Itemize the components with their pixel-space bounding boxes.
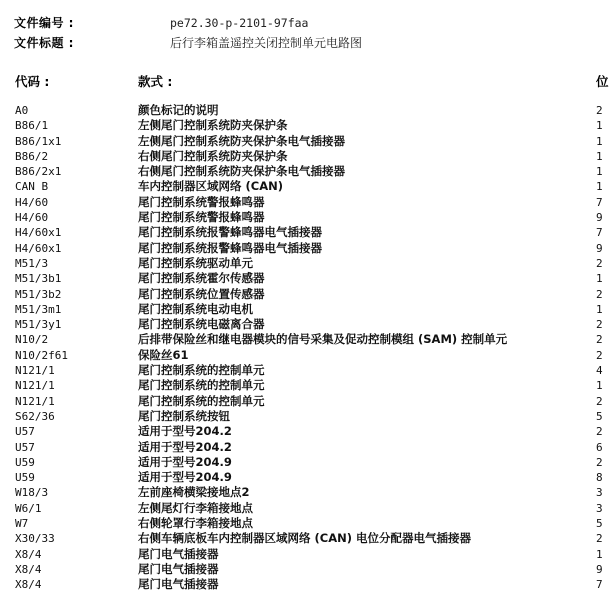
row-position: 7 bbox=[596, 195, 603, 209]
row-description: 尾门控制系统报警蜂鸣器电气插接器 bbox=[138, 225, 322, 240]
doc-number-label: 文件编号 : bbox=[14, 16, 74, 30]
table-row bbox=[0, 302, 603, 317]
table-row bbox=[0, 317, 603, 332]
table-row bbox=[0, 287, 603, 302]
row-position: 2 bbox=[596, 455, 603, 469]
row-position: 9 bbox=[596, 241, 603, 255]
row-code: U59 bbox=[15, 455, 35, 469]
table-row bbox=[0, 470, 603, 485]
row-description: 尾门控制系统报警蜂鸣器电气插接器 bbox=[138, 240, 322, 255]
row-position: 7 bbox=[596, 578, 603, 592]
row-position: 2 bbox=[596, 104, 603, 117]
row-description: 右侧轮罩行李箱接地点 bbox=[138, 516, 253, 531]
row-position: 1 bbox=[596, 180, 603, 194]
row-description: 尾门控制系统的控制单元 bbox=[138, 363, 265, 378]
row-position: 2 bbox=[596, 287, 603, 301]
row-description: 适用于型号204.2 bbox=[138, 424, 232, 439]
row-description: 尾门控制系统驱动单元 bbox=[138, 255, 253, 270]
table-row bbox=[0, 455, 603, 470]
row-position: 1 bbox=[596, 302, 603, 316]
row-code: S62/36 bbox=[15, 409, 55, 423]
row-description: 颜色标记的说明 bbox=[138, 103, 219, 117]
row-description: 尾门控制系统霍尔传感器 bbox=[138, 271, 265, 286]
row-description: 尾门控制系统警报蜂鸣器 bbox=[138, 194, 265, 209]
row-description: 保险丝61 bbox=[138, 347, 189, 362]
row-code: M51/3m1 bbox=[15, 302, 62, 316]
row-code: X30/33 bbox=[15, 532, 55, 546]
table-row bbox=[0, 516, 603, 531]
table-row bbox=[0, 348, 603, 363]
row-position: 5 bbox=[596, 517, 603, 531]
table-row bbox=[0, 424, 603, 439]
row-code: W18/3 bbox=[15, 486, 49, 500]
row-code: M51/3y1 bbox=[15, 318, 62, 332]
doc-number-value: pe72.30-p-2101-97faa bbox=[170, 16, 309, 30]
table-row bbox=[0, 332, 603, 347]
row-code: X8/4 bbox=[15, 547, 42, 561]
row-code: B86/2x1 bbox=[15, 165, 62, 179]
row-description: 右侧车辆底板车内控制器区域网络 (CAN) 电位分配器电气插接器 bbox=[138, 531, 471, 546]
table-row bbox=[0, 210, 603, 225]
row-description: 适用于型号204.9 bbox=[138, 470, 232, 485]
table-row bbox=[0, 271, 603, 286]
row-position: 1 bbox=[596, 149, 603, 163]
row-code: X8/4 bbox=[15, 578, 42, 592]
row-description: 尾门控制系统警报蜂鸣器 bbox=[138, 210, 265, 225]
table-row bbox=[0, 256, 603, 271]
row-position: 3 bbox=[596, 501, 603, 515]
table-row bbox=[0, 409, 603, 424]
table-row bbox=[0, 577, 603, 592]
table-row bbox=[0, 195, 603, 210]
row-position: 6 bbox=[596, 440, 603, 454]
row-description: 左前座椅横梁接地点2 bbox=[138, 485, 250, 500]
row-code: N121/1 bbox=[15, 379, 55, 393]
table-row bbox=[0, 440, 603, 455]
table-row bbox=[0, 562, 603, 577]
row-position: 8 bbox=[596, 471, 603, 485]
row-description: 尾门控制系统按钮 bbox=[138, 408, 230, 423]
row-code: N121/1 bbox=[15, 394, 55, 408]
row-position: 1 bbox=[596, 272, 603, 286]
row-position: 9 bbox=[596, 211, 603, 225]
row-code: B86/1x1 bbox=[15, 134, 62, 148]
row-description: 左侧尾灯行李箱接地点 bbox=[138, 500, 253, 515]
table-row bbox=[0, 118, 603, 133]
row-position: 2 bbox=[596, 394, 603, 408]
table-row bbox=[0, 103, 603, 118]
row-position: 4 bbox=[596, 364, 603, 378]
row-code: U57 bbox=[15, 440, 35, 454]
column-header-code: 代码 : bbox=[15, 74, 50, 89]
column-header-third: 位 bbox=[596, 74, 609, 89]
row-code: N121/1 bbox=[15, 364, 55, 378]
row-description: 适用于型号204.9 bbox=[138, 454, 232, 469]
row-description: 尾门电气插接器 bbox=[138, 546, 219, 561]
row-position: 1 bbox=[596, 165, 603, 179]
table-row bbox=[0, 134, 603, 149]
row-description: 尾门控制系统电动电机 bbox=[138, 301, 253, 316]
table-row bbox=[0, 547, 603, 562]
table-row bbox=[0, 485, 603, 500]
row-position: 1 bbox=[596, 379, 603, 393]
table-row bbox=[0, 241, 603, 256]
row-code: A0 bbox=[15, 104, 29, 117]
row-code: H4/60 bbox=[15, 211, 49, 225]
row-code: W7 bbox=[15, 517, 29, 531]
row-position: 2 bbox=[596, 333, 603, 347]
row-position: 2 bbox=[596, 348, 603, 362]
row-position: 5 bbox=[596, 409, 603, 423]
row-description: 尾门控制系统的控制单元 bbox=[138, 378, 265, 393]
table-row bbox=[0, 363, 603, 378]
row-description: 左侧尾门控制系统防夹保护条电气插接器 bbox=[138, 133, 345, 148]
row-code: B86/1 bbox=[15, 119, 49, 133]
row-description: 尾门电气插接器 bbox=[138, 577, 219, 592]
table-row bbox=[0, 225, 603, 240]
row-code: H4/60 bbox=[15, 195, 49, 209]
row-position: 9 bbox=[596, 562, 603, 576]
row-position: 2 bbox=[596, 532, 603, 546]
row-position: 3 bbox=[596, 486, 603, 500]
table-row bbox=[0, 531, 603, 546]
row-code: B86/2 bbox=[15, 149, 49, 163]
row-code: U57 bbox=[15, 425, 35, 439]
row-description: 右侧尾门控制系统防夹保护条 bbox=[138, 148, 288, 163]
row-description: 尾门控制系统电磁离合器 bbox=[138, 317, 265, 332]
row-code: H4/60x1 bbox=[15, 241, 62, 255]
row-description: 左侧尾门控制系统防夹保护条 bbox=[138, 118, 288, 133]
doc-title-label: 文件标题 : bbox=[14, 36, 74, 50]
table-row bbox=[0, 501, 603, 516]
row-position: 1 bbox=[596, 134, 603, 148]
row-description: 尾门控制系统位置传感器 bbox=[138, 286, 265, 301]
row-code: CAN B bbox=[15, 180, 49, 194]
row-description: 尾门电气插接器 bbox=[138, 561, 219, 576]
row-position: 7 bbox=[596, 226, 603, 240]
row-code: N10/2 bbox=[15, 333, 49, 347]
row-code: U59 bbox=[15, 471, 35, 485]
row-position: 1 bbox=[596, 119, 603, 133]
row-code: M51/3 bbox=[15, 256, 49, 270]
table-row bbox=[0, 378, 603, 393]
row-code: H4/60x1 bbox=[15, 226, 62, 240]
row-code: N10/2f61 bbox=[15, 348, 68, 362]
row-position: 2 bbox=[596, 256, 603, 270]
row-code: W6/1 bbox=[15, 501, 42, 515]
row-description: 右侧尾门控制系统防夹保护条电气插接器 bbox=[138, 164, 345, 179]
row-description: 后排带保险丝和继电器模块的信号采集及促动控制模组 (SAM) 控制单元 bbox=[138, 332, 508, 347]
row-code: X8/4 bbox=[15, 562, 42, 576]
doc-title-value: 后行李箱盖遥控关闭控制单元电路图 bbox=[170, 36, 363, 50]
row-position: 2 bbox=[596, 318, 603, 332]
row-description: 尾门控制系统的控制单元 bbox=[138, 393, 265, 408]
row-code: M51/3b1 bbox=[15, 272, 62, 286]
table-row bbox=[0, 179, 603, 194]
row-code: M51/3b2 bbox=[15, 287, 62, 301]
table-row bbox=[0, 164, 603, 179]
table-row bbox=[0, 149, 603, 164]
row-description: 车内控制器区域网络 (CAN) bbox=[138, 179, 283, 194]
row-position: 2 bbox=[596, 425, 603, 439]
row-position: 1 bbox=[596, 547, 603, 561]
table-row bbox=[0, 394, 603, 409]
row-description: 适用于型号204.2 bbox=[138, 439, 232, 454]
component-list bbox=[0, 103, 603, 593]
column-header-desc: 款式 : bbox=[138, 74, 173, 89]
